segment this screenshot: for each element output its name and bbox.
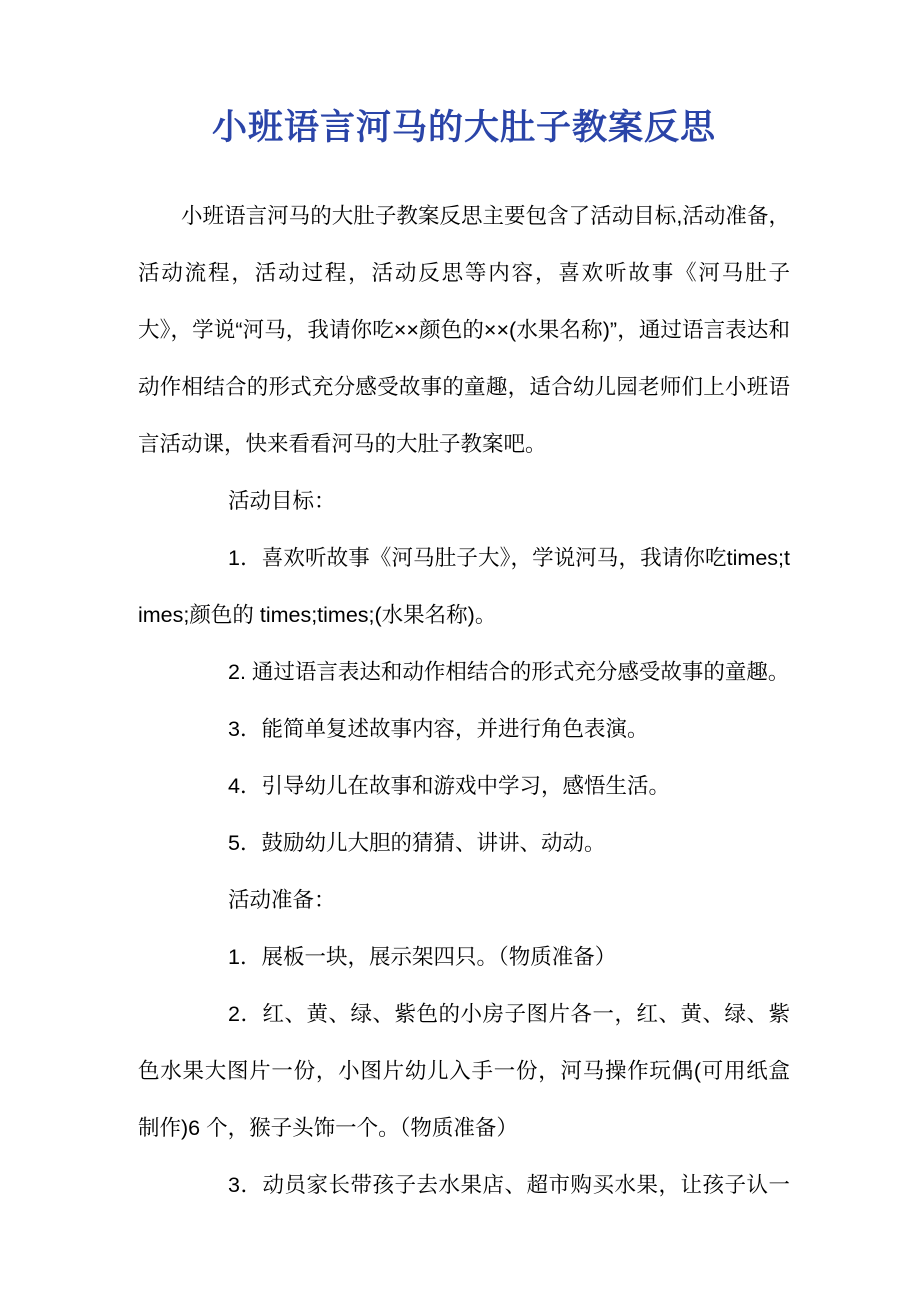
intro-paragraph: 小班语言河马的大肚子教案反思主要包含了活动目标,活动准备，活动流程，活动过程，活动反思等内容，喜欢听故事《河马肚子大》，学说“河马，我请你吃××颜色的××(水果名称)”，通过语言表达和动作相结合的形式充分感受故事的童趣，适合幼儿园老师们上小班语言活动课，快来看看河马的大肚子教案吧。 — [138, 204, 790, 456]
goal-item-5: 5．鼓励幼儿大胆的猜猜、讲讲、动动。 — [228, 831, 606, 855]
prep-item-2: 2．红、黄、绿、紫色的小房子图片各一，红、黄、绿、紫色水果大图片一份，小图片幼儿入手一份，河马操作玩偶(可用纸盒制作)6 个，猴子头饰一个。（物质准备） — [138, 1002, 790, 1140]
page-title: 小班语言河马的大肚子教案反思 — [211, 107, 716, 148]
section-heading-goals: 活动目标： — [228, 489, 336, 513]
goal-item-4: 4．引导幼儿在故事和游戏中学习，感悟生活。 — [228, 774, 670, 798]
prep-item-1: 1．展板一块，展示架四只。（物质准备） — [228, 945, 617, 969]
goal-item-2: 2. 通过语言表达和动作相结合的形式充分感受故事的童趣。 — [228, 660, 790, 684]
goal-item-1: 1．喜欢听故事《河马肚子大》，学说河马，我请你吃times;times;颜色的 times;times;(水果名称)。 — [138, 546, 790, 627]
document-body — [138, 188, 790, 1214]
goal-item-3: 3．能简单复述故事内容，并进行角色表演。 — [228, 717, 649, 741]
section-heading-preparation: 活动准备： — [228, 888, 336, 912]
prep-item-3-truncated: 3．动员家长带孩子去水果店、超市购买水果，让孩子认一 — [228, 1173, 790, 1197]
